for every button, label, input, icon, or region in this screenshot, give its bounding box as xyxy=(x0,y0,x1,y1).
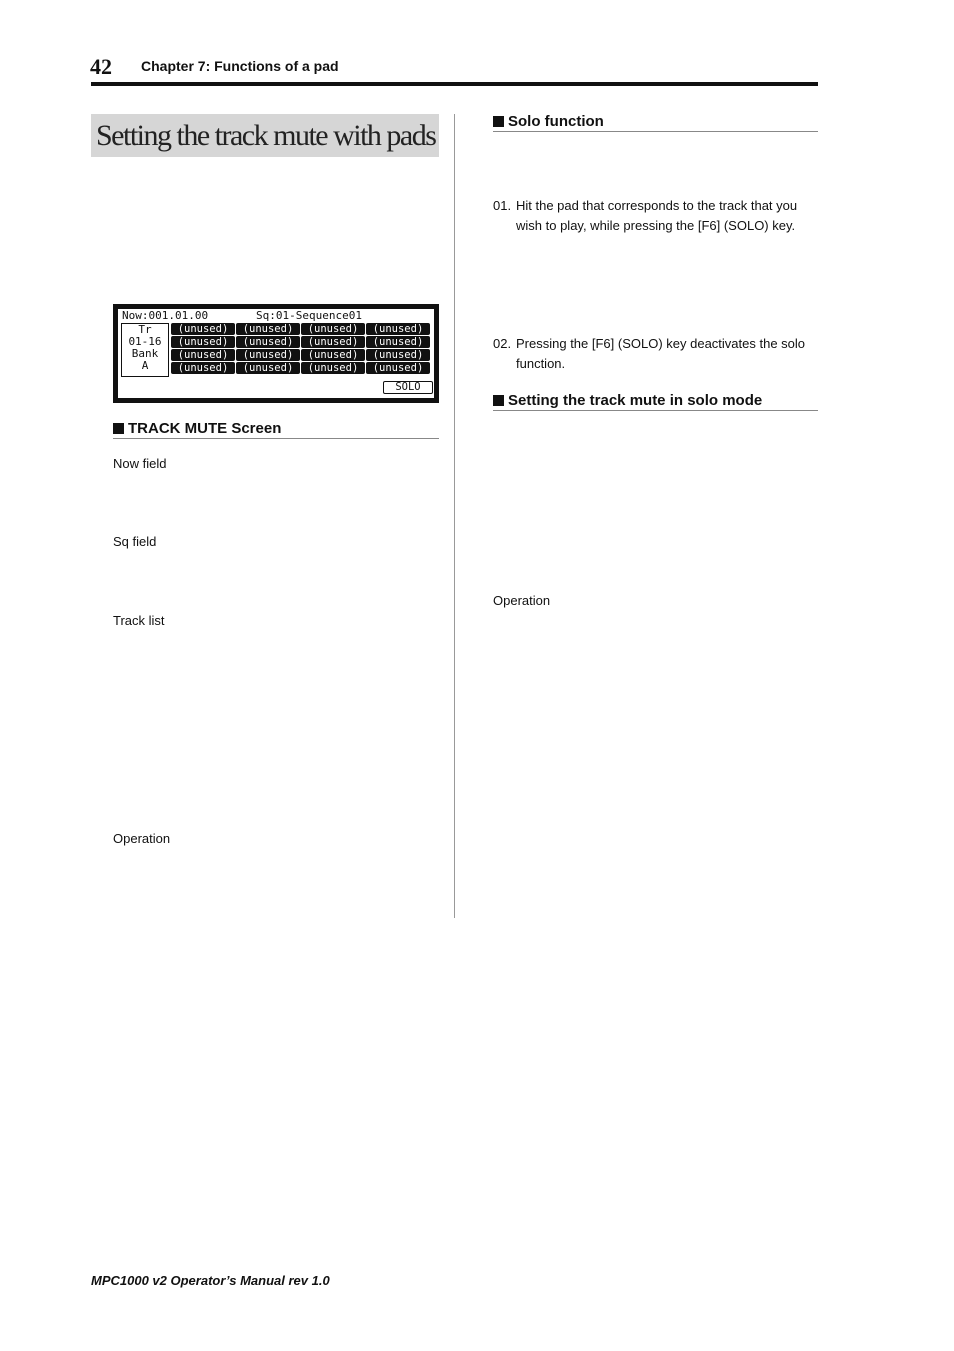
lcd-display xyxy=(118,309,434,398)
lcd-now-field: Now:001.01.00 xyxy=(122,309,209,322)
track-list-label: Track list xyxy=(113,613,165,628)
square-bullet-icon xyxy=(493,116,504,127)
solo-function-heading xyxy=(493,113,818,132)
page-number: 42 xyxy=(90,54,112,79)
now-field-label: Now field xyxy=(113,456,167,471)
track-mute-screen-heading xyxy=(113,420,439,439)
lcd-track-cell: (unused) xyxy=(366,336,430,348)
solo-mode-heading-text: Setting the track mute in solo mode xyxy=(508,392,763,409)
lcd-track-cell: (unused) xyxy=(366,323,430,335)
lcd-tr-range: 01-16 xyxy=(128,335,162,348)
lcd-track-cell: (unused) xyxy=(236,336,300,348)
lcd-track-grid xyxy=(171,323,431,375)
step-text-line: Hit the pad that corresponds to the track that you xyxy=(516,198,798,213)
lcd-track-row xyxy=(171,362,431,375)
section-title: Setting the track mute with pads xyxy=(91,114,439,157)
step-text-line: wish to play, while pressing the [F6] (SOLO) key. xyxy=(516,218,796,233)
lcd-track-cell: (unused) xyxy=(301,336,365,348)
solo-step-1 xyxy=(493,196,818,236)
lcd-track-cell: (unused) xyxy=(171,362,235,374)
solo-mode-heading xyxy=(493,392,818,411)
lcd-track-row xyxy=(171,323,431,336)
lcd-screenshot xyxy=(113,304,439,403)
lcd-track-cell: (unused) xyxy=(301,323,365,335)
chapter-title: Chapter 7: Functions of a pad xyxy=(141,58,339,74)
solo-function-heading-text: Solo function xyxy=(508,113,604,130)
lcd-track-row xyxy=(171,336,431,349)
lcd-solo-button: SOLO xyxy=(383,381,433,394)
lcd-track-cell: (unused) xyxy=(236,323,300,335)
lcd-track-row xyxy=(171,349,431,362)
sq-field-label: Sq field xyxy=(113,534,157,549)
square-bullet-icon xyxy=(113,423,124,434)
operation-label: Operation xyxy=(113,831,171,846)
square-bullet-icon xyxy=(493,395,504,406)
solo-step-2 xyxy=(493,334,818,374)
step-text-line: Pressing the [F6] (SOLO) key deactivates the solo xyxy=(516,336,806,351)
step-number: 01. xyxy=(493,198,512,213)
column-divider xyxy=(454,114,455,918)
step-number: 02. xyxy=(493,336,512,351)
lcd-sq-field: Sq:01-Sequence01 xyxy=(256,309,362,322)
header-rule xyxy=(91,82,818,86)
lcd-track-cell: (unused) xyxy=(236,362,300,374)
lcd-tr-label: Tr xyxy=(138,323,152,336)
step-text-line: function. xyxy=(516,356,566,371)
lcd-track-cell: (unused) xyxy=(366,362,430,374)
lcd-bank-value: A xyxy=(141,359,149,372)
lcd-bank-label: Bank xyxy=(131,347,159,360)
lcd-track-cell: (unused) xyxy=(301,349,365,361)
footer-manual-title: MPC1000 v2 Operator’s Manual rev 1.0 xyxy=(91,1273,330,1288)
lcd-track-cell: (unused) xyxy=(171,336,235,348)
lcd-track-cell: (unused) xyxy=(301,362,365,374)
track-mute-screen-heading-text: TRACK MUTE Screen xyxy=(128,420,282,437)
right-operation-label: Operation xyxy=(493,593,551,608)
lcd-track-cell: (unused) xyxy=(171,323,235,335)
lcd-track-bank-box xyxy=(121,323,169,377)
lcd-track-cell: (unused) xyxy=(171,349,235,361)
lcd-track-cell: (unused) xyxy=(236,349,300,361)
lcd-track-cell: (unused) xyxy=(366,349,430,361)
